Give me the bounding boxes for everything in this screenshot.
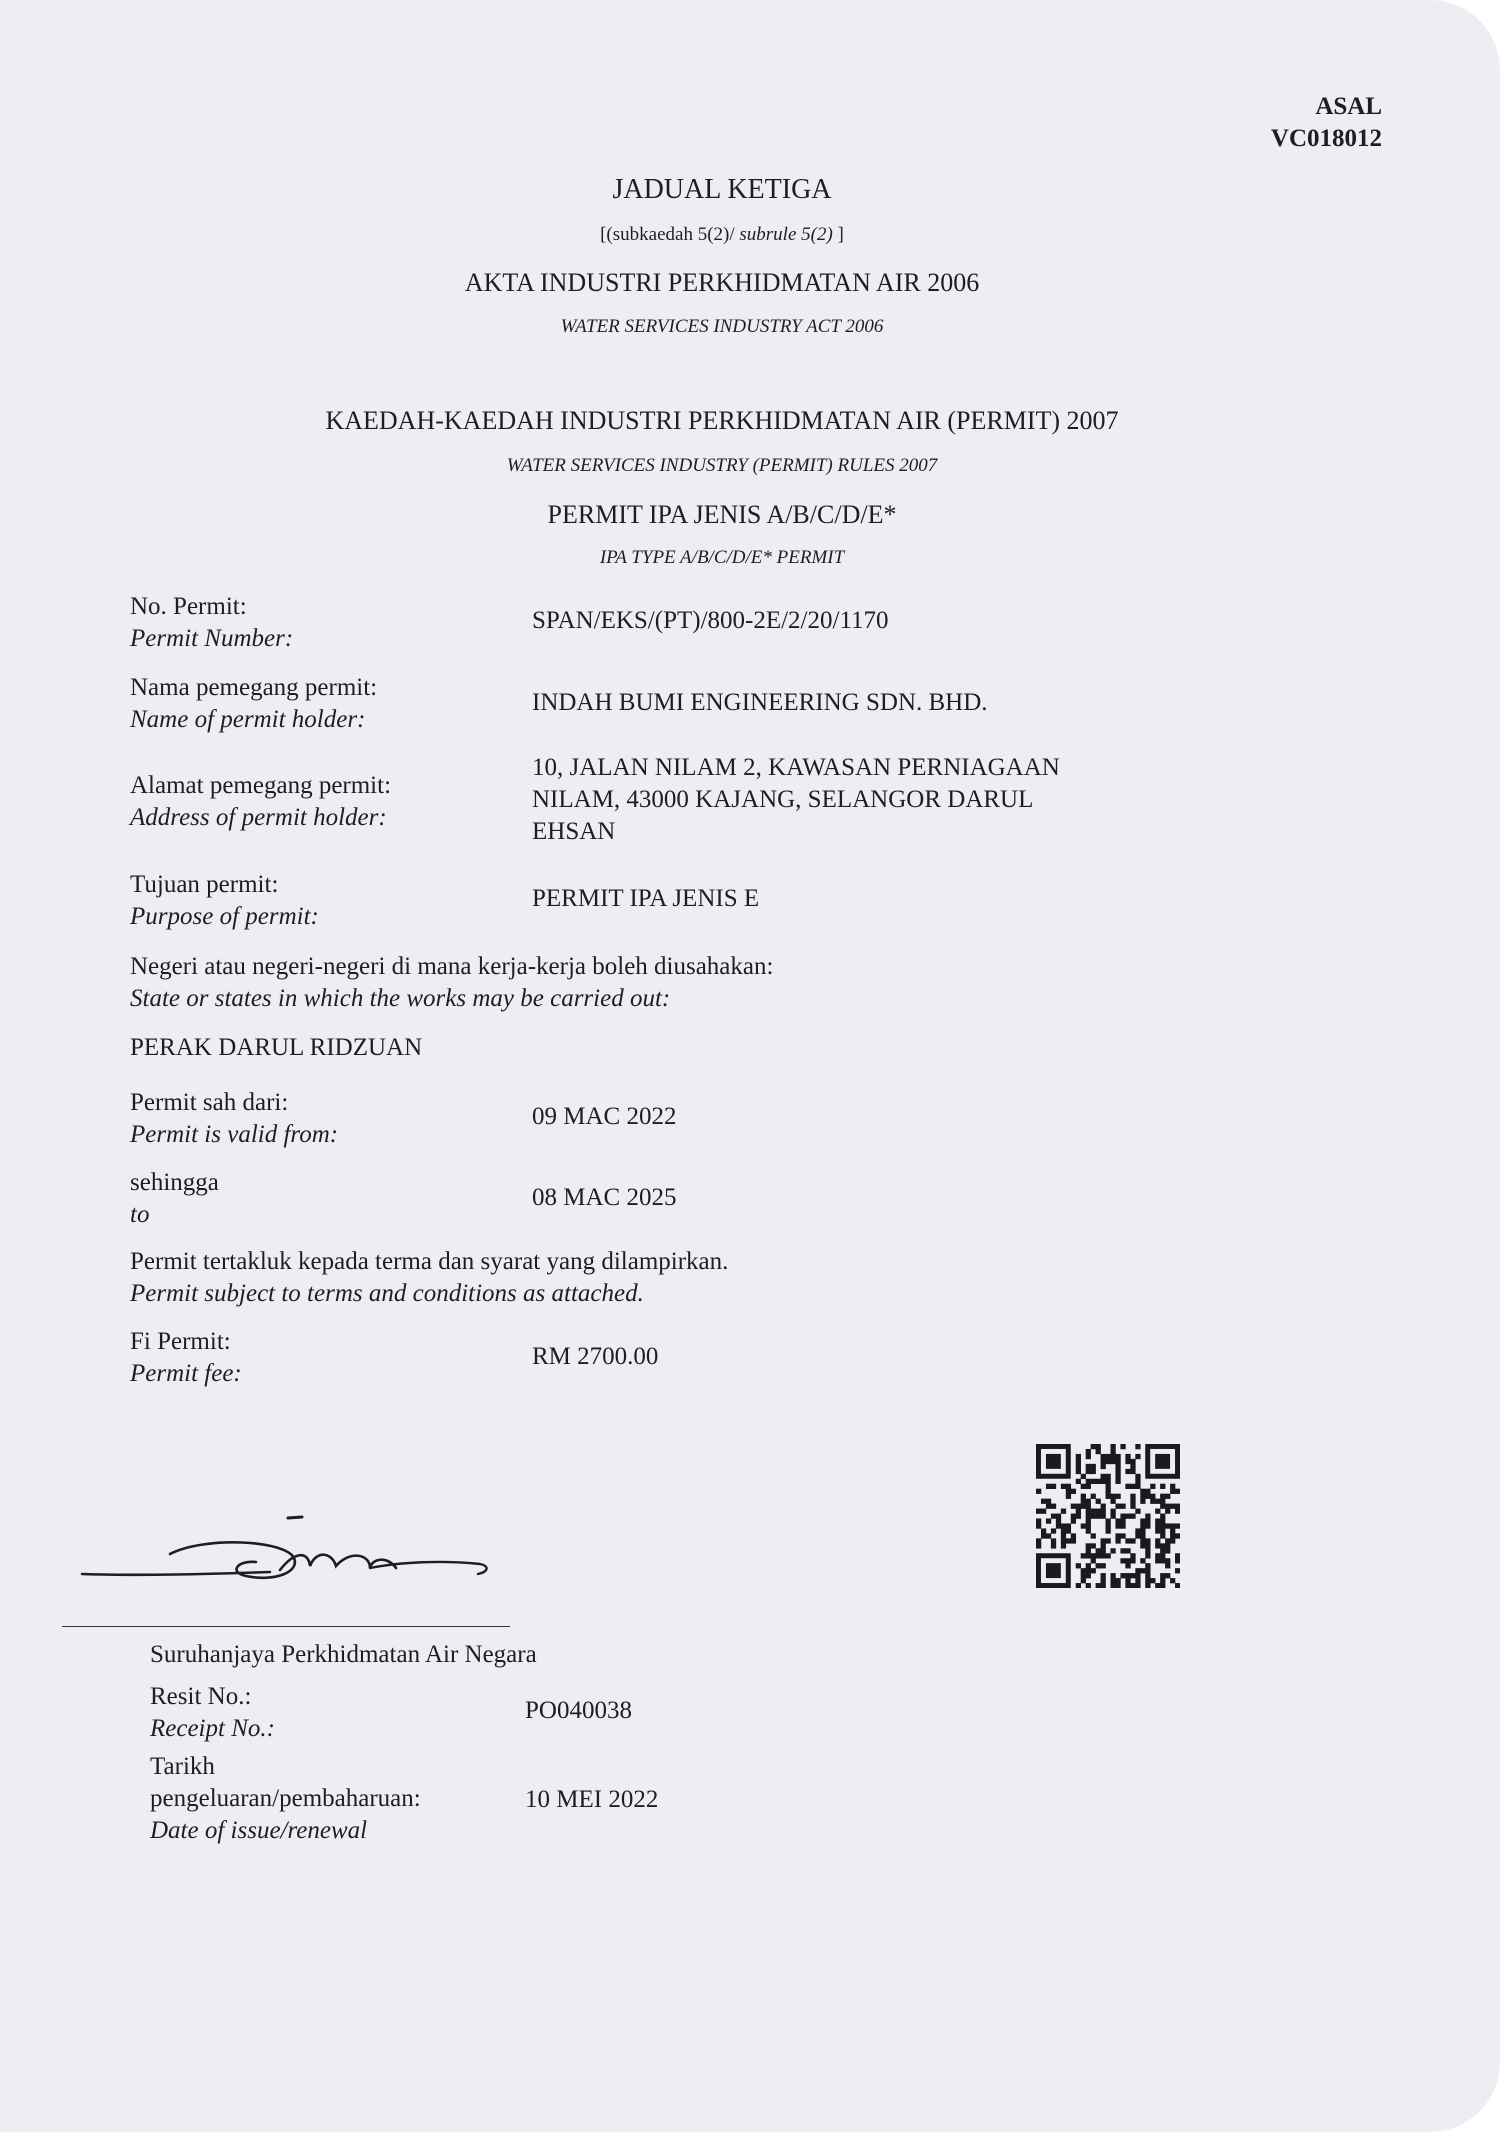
purpose-label-bm: Tujuan permit: — [130, 871, 279, 898]
commission-name: Suruhanjaya Perkhidmatan Air Negara — [150, 1641, 537, 1668]
holder-value: INDAH BUMI ENGINEERING SDN. BHD. — [532, 689, 988, 716]
valid-from-label-bm: Permit sah dari: — [130, 1089, 289, 1116]
permit-type-en: IPA TYPE A/B/C/D/E* PERMIT — [599, 547, 845, 568]
valid-to-label-en: to — [130, 1201, 150, 1228]
subrule-reference: [(subkaedah 5(2)/ subrule 5(2) ] — [600, 224, 844, 245]
issue-label-bm-2: pengeluaran/pembaharuan: — [150, 1785, 421, 1812]
address-line-3: EHSAN — [532, 818, 616, 845]
issue-label-bm-1: Tarikh — [150, 1753, 215, 1780]
terms-en: Permit subject to terms and conditions as attached. — [130, 1280, 644, 1307]
terms-bm: Permit tertakluk kepada terma dan syarat yang dilampirkan. — [130, 1248, 729, 1275]
act-title-bm: AKTA INDUSTRI PERKHIDMATAN AIR 2006 — [464, 268, 980, 297]
fee-label-en: Permit fee: — [130, 1360, 242, 1387]
valid-from-label-en: Permit is valid from: — [130, 1121, 339, 1148]
holder-label-en: Name of permit holder: — [130, 706, 366, 733]
permit-number-label-bm: No. Permit: — [130, 593, 247, 620]
address-label-bm: Alamat pemegang permit: — [130, 772, 392, 799]
schedule-title: JADUAL KETIGA — [612, 174, 832, 205]
address-line-1: 10, JALAN NILAM 2, KAWASAN PERNIAGAAN — [532, 754, 1060, 781]
holder-label-bm: Nama pemegang permit: — [130, 674, 378, 701]
signature-line — [62, 1626, 510, 1627]
receipt-label-en: Receipt No.: — [150, 1715, 275, 1742]
valid-to-label-bm: sehingga — [130, 1169, 219, 1196]
qr-code — [1036, 1444, 1180, 1588]
permit-type-bm: PERMIT IPA JENIS A/B/C/D/E* — [547, 500, 897, 529]
act-title-en: WATER SERVICES INDUSTRY ACT 2006 — [560, 316, 884, 337]
rules-title-en: WATER SERVICES INDUSTRY (PERMIT) RULES 2007 — [506, 455, 938, 476]
address-label-en: Address of permit holder: — [130, 804, 387, 831]
signature — [70, 1500, 510, 1610]
receipt-label-bm: Resit No.: — [150, 1683, 252, 1710]
serial-number: VC018012 — [1270, 125, 1382, 152]
permit-number-value: SPAN/EKS/(PT)/800-2E/2/20/1170 — [532, 607, 889, 634]
valid-to-value: 08 MAC 2025 — [532, 1184, 677, 1211]
address-line-2: NILAM, 43000 KAJANG, SELANGOR DARUL — [532, 786, 1034, 813]
issue-date-value: 10 MEI 2022 — [525, 1786, 659, 1813]
states-label-bm: Negeri atau negeri-negeri di mana kerja-kerja boleh diusahakan: — [130, 953, 774, 980]
rules-title-bm: KAEDAH-KAEDAH INDUSTRI PERKHIDMATAN AIR (PERMIT) 2007 — [325, 406, 1119, 435]
asal-label: ASAL — [1315, 93, 1382, 120]
states-value: PERAK DARUL RIDZUAN — [130, 1034, 423, 1061]
receipt-value: PO040038 — [525, 1697, 632, 1724]
issue-label-en: Date of issue/renewal — [150, 1817, 368, 1844]
valid-from-value: 09 MAC 2022 — [532, 1103, 677, 1130]
permit-number-label-en: Permit Number: — [130, 625, 294, 652]
states-label-en: State or states in which the works may be carried out: — [130, 985, 671, 1012]
purpose-value: PERMIT IPA JENIS E — [532, 885, 760, 912]
purpose-label-en: Purpose of permit: — [130, 903, 319, 930]
fee-value: RM 2700.00 — [532, 1343, 659, 1370]
fee-label-bm: Fi Permit: — [130, 1328, 231, 1355]
